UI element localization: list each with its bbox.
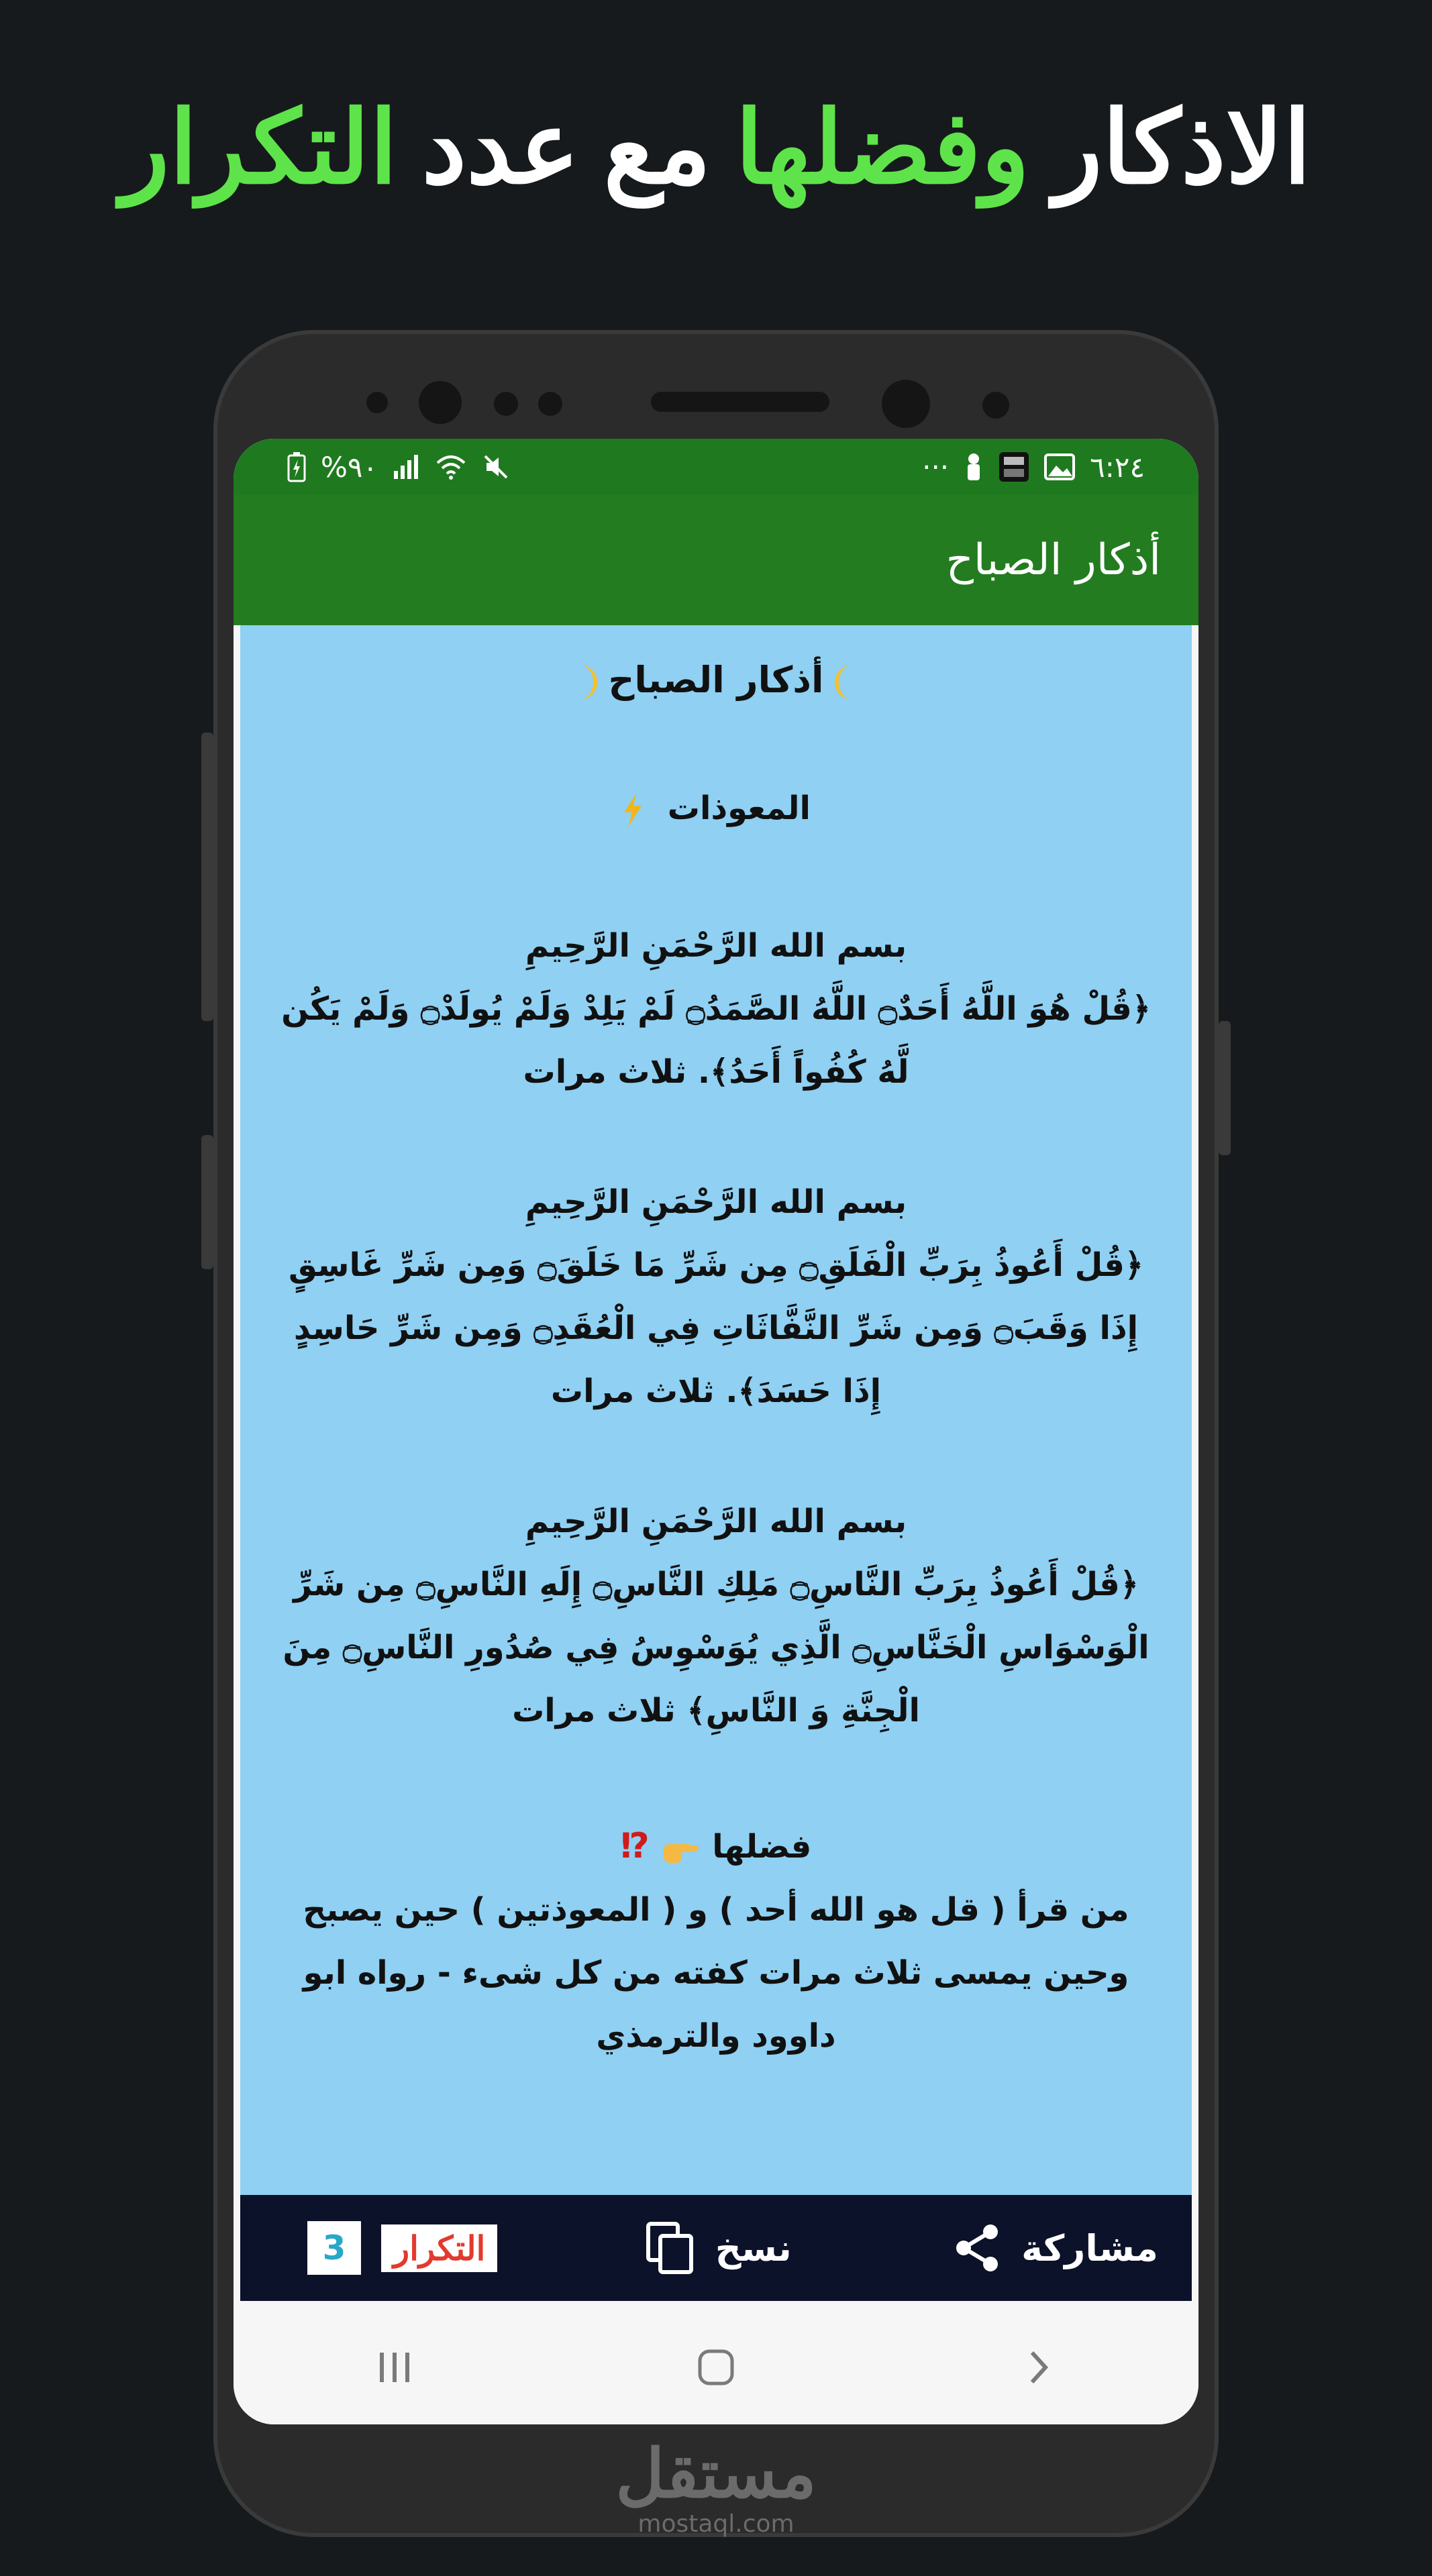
status-left [287, 451, 509, 484]
signal-icon [393, 453, 419, 480]
copy-label: نسخ [715, 2226, 792, 2269]
pointing-hand-icon [661, 1832, 701, 1866]
copy-icon [646, 2221, 695, 2275]
headline-word-3: مع [603, 89, 711, 207]
basmala: بسم الله الرَّحْمَنِ الرَّحِيمِ [525, 927, 907, 965]
gallery-icon [1044, 453, 1075, 480]
azkar-content[interactable] [240, 625, 1192, 2195]
sensor-dot [366, 392, 388, 413]
app-bar-title: أذكار الصباح [945, 535, 1161, 585]
share-button[interactable] [953, 2222, 1165, 2273]
status-right [922, 451, 1145, 484]
phone-screen [234, 439, 1198, 2424]
crescent-moon-icon-2 [569, 662, 600, 702]
system-nav-bar [234, 2310, 1198, 2424]
sensor-dot-2 [494, 392, 518, 416]
action-toolbar [240, 2195, 1192, 2301]
phone-frame [213, 330, 1219, 2537]
battery-percent: %٩٠ [321, 450, 378, 484]
earpiece-speaker [651, 392, 829, 412]
front-camera-right [882, 380, 930, 428]
verse-text: ﴿قُلْ هُوَ اللَّهُ أَحَدٌ۝ اللَّهُ الصَّمَدُ۝ لَمْ يَلِدْ وَلَمْ يُولَدْ۝ وَلَمْ يَكُن لَّهُ كُفُواً أَحَدُ﴾. ثلاث مرات [281, 990, 1151, 1091]
headline-word-1: الاذكار [1054, 89, 1311, 207]
status-bar [234, 439, 1198, 495]
notification-icon [964, 452, 984, 482]
side-button-left-2 [201, 1135, 213, 1269]
section-subtitle-text: المعوذات [667, 790, 811, 828]
verse-text: ﴿قُلْ أَعُوذُ بِرَبِّ الْفَلَقِ۝ مِن شَرِّ مَا خَلَقَ۝ وَمِن شَرِّ غَاسِقٍ إِذَا وَقَبَ۝ وَمِن شَرِّ النَّفَّاثَاتِ فِي الْعُقَدِ۝ وَمِن شَرِّ حَاسِدٍ إِذَا حَسَدَ﴾. ثلاث مرات [289, 1246, 1143, 1411]
app-bar [234, 495, 1198, 625]
battery-charging-icon [287, 451, 306, 482]
repeat-button[interactable]: التكرار [381, 2224, 497, 2272]
dhikr-block-2 [267, 1171, 1165, 1423]
content-title-text: أذكار الصباح [608, 659, 824, 701]
verse-text: ﴿قُلْ أَعُوذُ بِرَبِّ النَّاسِ۝ مَلِكِ النَّاسِ۝ إِلَهِ النَّاسِ۝ مِن شَرِّ الْوَسْوَاسِ الْخَنَّاسِ۝ الَّذِي يُوَسْوِسُ فِي صُدُورِ النَّاسِ۝ مِنَ الْجِنَّةِ وَ النَّاسِ﴾ ثلاث مرات [283, 1566, 1149, 1730]
promo-headline [0, 80, 1432, 215]
share-label: مشاركة [1021, 2226, 1158, 2269]
merit-heading [267, 1815, 1165, 1878]
share-icon [953, 2222, 1001, 2273]
repeat-count[interactable]: 3 [307, 2221, 361, 2275]
merit-heading-text: فضلها [712, 1828, 812, 1866]
side-button-left-1 [201, 733, 213, 1021]
copy-button[interactable] [646, 2221, 805, 2275]
basmala: بسم الله الرَّحْمَنِ الرَّحِيمِ [525, 1503, 907, 1541]
status-more-dots: ··· [922, 450, 950, 484]
dhikr-block-3 [267, 1490, 1165, 1742]
watermark-url: mostaql.com [637, 2510, 795, 2538]
question-exclamation-icon: ⁉ [620, 1826, 650, 1867]
headline-word-2: وفضلها [735, 89, 1030, 207]
section-subtitle [267, 790, 1165, 828]
repeat-counter[interactable] [307, 2221, 497, 2275]
lightning-icon [621, 792, 644, 828]
crescent-moon-icon [832, 662, 863, 702]
back-chevron-icon[interactable] [1017, 2347, 1058, 2387]
headline-word-5: التكرار [121, 89, 398, 207]
content-title [267, 659, 1165, 702]
front-camera-left [419, 381, 462, 424]
basmala: بسم الله الرَّحْمَنِ الرَّحِيمِ [525, 1183, 907, 1222]
dhikr-block-1 [267, 914, 1165, 1104]
sensor-dot-3 [538, 392, 562, 416]
recent-apps-icon[interactable] [374, 2347, 415, 2387]
watermark-logo: مستقل [615, 2434, 817, 2513]
mute-icon [482, 453, 509, 480]
status-time: ٦:٢٤ [1090, 450, 1145, 484]
mostaql-watermark [213, 2436, 1219, 2538]
sensor-dot-4 [982, 392, 1009, 419]
app-thumbnail-icon [999, 451, 1029, 482]
side-button-right [1219, 1021, 1231, 1155]
headline-word-4: عدد [421, 89, 580, 207]
wifi-icon [434, 453, 468, 480]
merit-text: من قرأ ( قل هو الله أحد ) و ( المعوذتين ) حين يصبح وحين يمسى ثلاث مرات كفته من كل شىء - رواه ابو داوود والترمذي [303, 1891, 1129, 2055]
home-icon[interactable] [696, 2347, 736, 2387]
